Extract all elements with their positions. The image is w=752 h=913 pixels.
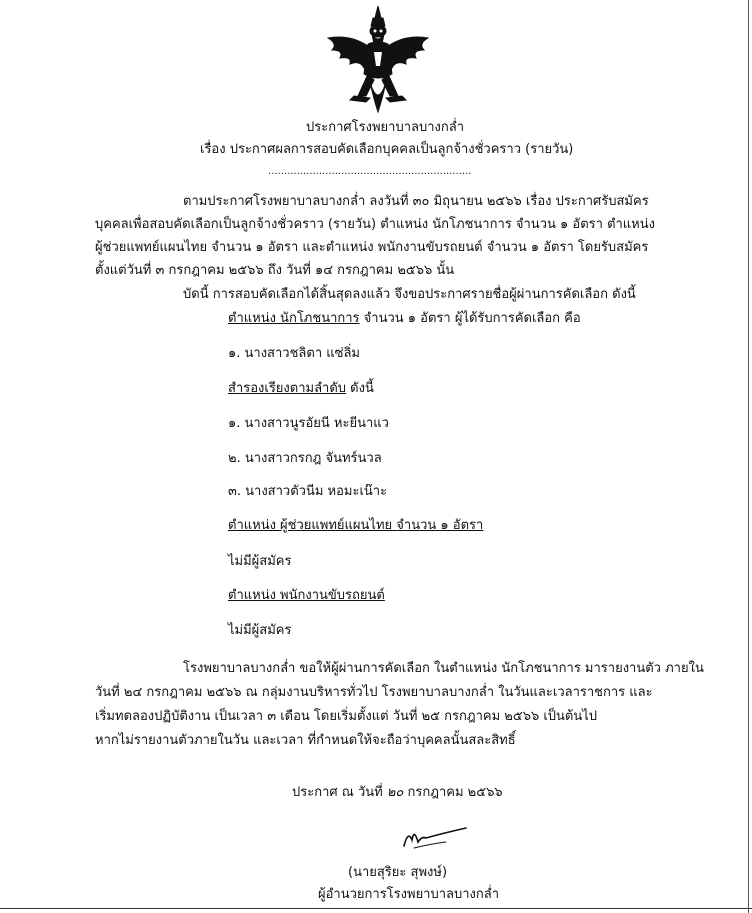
closing-line-4: หากไม่รายงานตัวภายในวัน และเวลา ที่กำหนดให้จะถือว่าบุคคลนั้นสละสิทธิ์ xyxy=(95,733,516,748)
reserve-candidate: ๑. นางสาวนูรอัยนี หะยีนาแว xyxy=(228,416,389,431)
divider-dots: ................................................................ xyxy=(268,166,472,177)
intro-line-3: ผู้ช่วยแพทย์แผนไทย จำนวน ๑ อัตรา และตำแหน่ง พนักงานขับรถยนต์ จำนวน ๑ อัตรา โดยรับสมัคร xyxy=(95,240,649,255)
announce-date xyxy=(292,784,503,802)
garuda-emblem-icon xyxy=(320,4,436,116)
reserve-candidate: ๒. นางสาวกรกฎ จันทร์นวล xyxy=(228,451,382,466)
nutritionist-suffix: จำนวน ๑ อัตรา ผู้ได้รับการคัดเลือก คือ xyxy=(359,311,581,326)
reserve-label: สำรองเรียงตามลำดับ xyxy=(228,381,347,396)
bottom-border xyxy=(0,908,752,909)
closing-line-3: เริ่มทดลองปฏิบัติงาน เป็นเวลา ๓ เดือน โดยเริ่มตั้งแต่ วันที่ ๒๕ กรกฎาคม ๒๕๖๖ เป็นต้นไป xyxy=(95,709,598,724)
intro-line-4: ตั้งแต่วันที่ ๓ กรกฎาคม ๒๕๖๖ ถึง วันที่ ๑๔ กรกฎาคม ๒๕๖๖ นั้น xyxy=(95,263,455,278)
intro-line-1: ตามประกาศโรงพยาบาลบางกล่ำ ลงวันที่ ๓๐ มิถุนายน ๒๕๖๖ เรื่อง ประกาศรับสมัคร xyxy=(183,194,649,209)
selected-candidate: ๑. นางสาวชลิตา แซ่ลิ่ม xyxy=(228,346,360,361)
page-title: ประกาศโรงพยาบาลบางกล่ำ xyxy=(306,120,464,135)
announce-prefix: ประกาศ ณ วันที่ xyxy=(292,785,387,800)
driver-result: ไม่มีผู้สมัคร xyxy=(228,623,292,638)
announce-day: ๒๐ xyxy=(386,785,404,800)
right-border xyxy=(748,0,749,913)
signer-title: ผู้อำนวยการโรงพยาบาลบางกล่ำ xyxy=(318,887,500,902)
thai-med-result: ไม่มีผู้สมัคร xyxy=(228,554,292,569)
reserve-heading xyxy=(228,380,374,398)
nutritionist-label: ตำแหน่ง นักโภชนาการ xyxy=(228,311,360,326)
closing-line-1: โรงพยาบาลบางกล่ำ ขอให้ผู้ผ่านการคัดเลือก ในตำแหน่ง นักโภชนาการ มารายงานตัว ภายใน xyxy=(183,661,704,676)
driver-heading: ตำแหน่ง พนักงานขับรถยนต์ xyxy=(228,588,385,603)
subject-line: เรื่อง ประกาศผลการสอบคัดเลือกบุคคลเป็นลูกจ้างชั่วคราว (รายวัน) xyxy=(200,142,574,157)
thai-med-heading: ตำแหน่ง ผู้ช่วยแพทย์แผนไทย จำนวน ๑ อัตรา xyxy=(228,518,484,533)
signature-icon xyxy=(400,822,470,852)
nutritionist-heading xyxy=(228,310,581,328)
announce-suffix: กรกฎาคม ๒๕๖๖ xyxy=(403,785,503,800)
closing-line-2: วันที่ ๒๔ กรกฎาคม ๒๕๖๖ ณ กลุ่มงานบริหารทั่วไป โรงพยาบาลบางกล่ำ ในวันและเวลาราชการ และ xyxy=(95,685,653,700)
reserve-suffix: ดังนี้ xyxy=(346,381,374,396)
intro-line-5: บัดนี้ การสอบคัดเลือกได้สิ้นสุดลงแล้ว จึงขอประกาศรายชื่อผู้ผ่านการคัดเลือก ดังนี้ xyxy=(183,287,636,302)
signer-name: (นายสุริยะ สุพงษ์) xyxy=(348,865,448,880)
reserve-candidate: ๓. นางสาวตัวนีม หอมะเน๊าะ xyxy=(228,484,388,499)
intro-line-2: บุคคลเพื่อสอบคัดเลือกเป็นลูกจ้างชั่วคราว (รายวัน) ตำแหน่ง นักโภชนาการ จำนวน ๑ อัตรา ตำแหน่ง xyxy=(95,217,655,232)
